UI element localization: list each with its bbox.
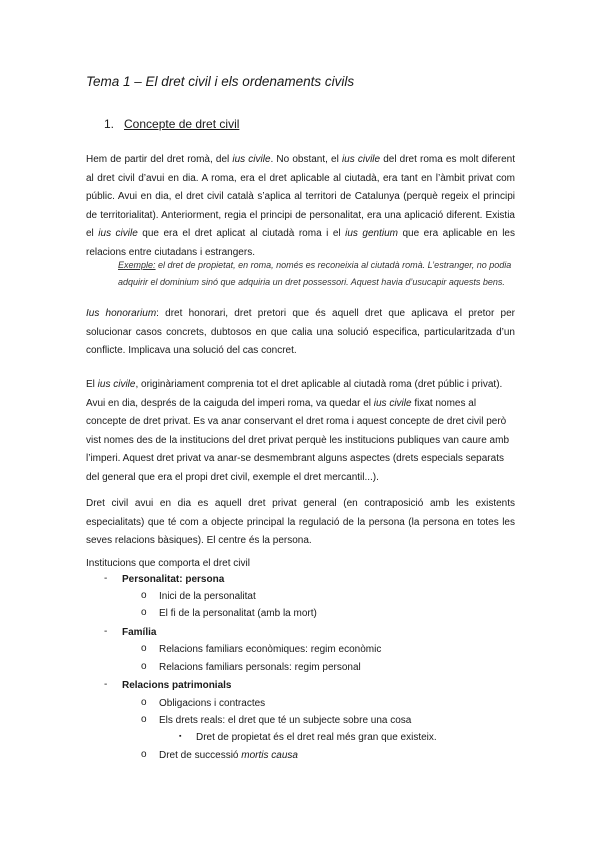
list-item-propietat: Dret de propietat és el dret real més gran que existeix.	[196, 732, 437, 743]
text-run: . No obstant, el	[270, 154, 342, 165]
text-run: : dret honorari, dret pretori que és aquell dret que aplicava el pretor per solucionar casos concrets, dubtosos en que calia una solució especifica, particularitzada d’un conflicte. Implicava una solució del cas concret.	[86, 308, 516, 356]
text-run: del dret roma es molt diferent al dret civil d’avui en dia. A roma, era el dret aplicable al ciutadà, era tant en l’àmbit privat com públic. Avui en dia, el dret civil català s’aplica al territori de Catalunya (perquè regeix el principi de territorialitat). Anteriorment, regia el principi de personalitat, era una aplicació diferent. Existia el	[86, 154, 515, 239]
text-run: Hem de partir del dret romà, del	[86, 154, 233, 165]
circle-bullet: o	[141, 607, 147, 618]
term-ius-civile: ius civile	[97, 379, 136, 390]
term-ius-civile: ius civile	[98, 228, 138, 239]
example-block	[118, 257, 516, 290]
square-bullet: ▪	[179, 733, 182, 740]
circle-bullet: o	[141, 590, 147, 601]
list-item-obligacions: Obligacions i contractes	[159, 698, 266, 709]
paragraph-ius-civile	[86, 151, 515, 262]
circle-bullet: o	[141, 661, 147, 672]
paragraph-ius-honorarium	[86, 305, 515, 361]
circle-bullet: o	[141, 643, 147, 654]
dash-bullet: -	[104, 626, 108, 637]
list-item-rel-eco: Relacions familiars econòmiques: regim econòmic	[159, 644, 382, 655]
term-ius-gentium: ius gentium	[345, 228, 398, 239]
text-run: El	[86, 379, 98, 390]
page-title: Tema 1 – El dret civil i els ordenaments civils	[86, 74, 355, 89]
list-item-familia: Família	[122, 627, 157, 638]
term-ius-civile: ius civile	[373, 397, 412, 409]
section-heading	[104, 117, 239, 131]
term-mortis-causa: mortis causa	[241, 750, 298, 761]
section-number: 1.	[104, 117, 115, 131]
circle-bullet: o	[141, 697, 147, 708]
list-item-successio	[159, 749, 298, 763]
paragraph-evolution	[86, 376, 515, 487]
section-label: Concepte de dret civil	[124, 117, 240, 131]
list-item-personalitat: Personalitat: persona	[122, 574, 225, 585]
example-label: Exemple:	[118, 260, 156, 270]
list-item-rel-pers: Relacions familiars personals: regim personal	[159, 662, 361, 673]
circle-bullet: o	[141, 749, 147, 760]
list-item-inici: Inici de la personalitat	[159, 591, 256, 602]
text-run: fixat nomes al concepte de dret privat. Es va anar conservant el dret roma i aquest concepte de dret civil però vist nomes des de la institucions del dret privat perquè les institucions publiques van caure amb l’imperi. Aquest dret privat va anar-se desmembrant alguns aspectes (drets especials separats del general que era el propi dret civil, exemple el dret mercantil...).	[86, 397, 510, 483]
term-ius-civile: ius civile	[341, 154, 381, 165]
list-intro: Institucions que comporta el dret civil	[86, 558, 250, 569]
text-run: , originàriament comprenia tot el dret aplicable al ciutadà roma (dret públic i privat). Avui en dia, després de la caiguda del imperi roma, va quedar el	[86, 379, 503, 409]
list-item-reals: Els drets reals: el dret que té un subjecte sobre una cosa	[159, 715, 412, 726]
dash-bullet: -	[104, 573, 108, 584]
text-run: Dret de successió	[159, 750, 242, 761]
term-ius-honorarium: Ius honorarium	[86, 308, 157, 319]
text-run: que era el dret aplicat al ciutadà roma i el	[137, 228, 346, 239]
text-run: que era aplicable en les relacions entre ciutadans i estrangers.	[86, 228, 515, 258]
example-text: el dret de propietat, en roma, només es reconeixia al ciutadà romà. L’estranger, no podia adquirir el dominium sinó que adquiria un dret possessori. Aquest havia d’usucapir aquests bens.	[118, 260, 512, 287]
paragraph-definition: Dret civil avui en dia es aquell dret privat general (en contraposició amb les existents especialitats) que té com a objecte principal la regulació de la persona (la persona en totes les seves relacions bàsiques). El centre és la persona.	[86, 498, 515, 546]
dash-bullet: -	[104, 679, 108, 690]
circle-bullet: o	[141, 714, 147, 725]
term-ius-civile: ius civile	[232, 154, 271, 165]
list-item-patrimonials: Relacions patrimonials	[122, 680, 232, 691]
list-item-fi: El fi de la personalitat (amb la mort)	[159, 608, 317, 619]
